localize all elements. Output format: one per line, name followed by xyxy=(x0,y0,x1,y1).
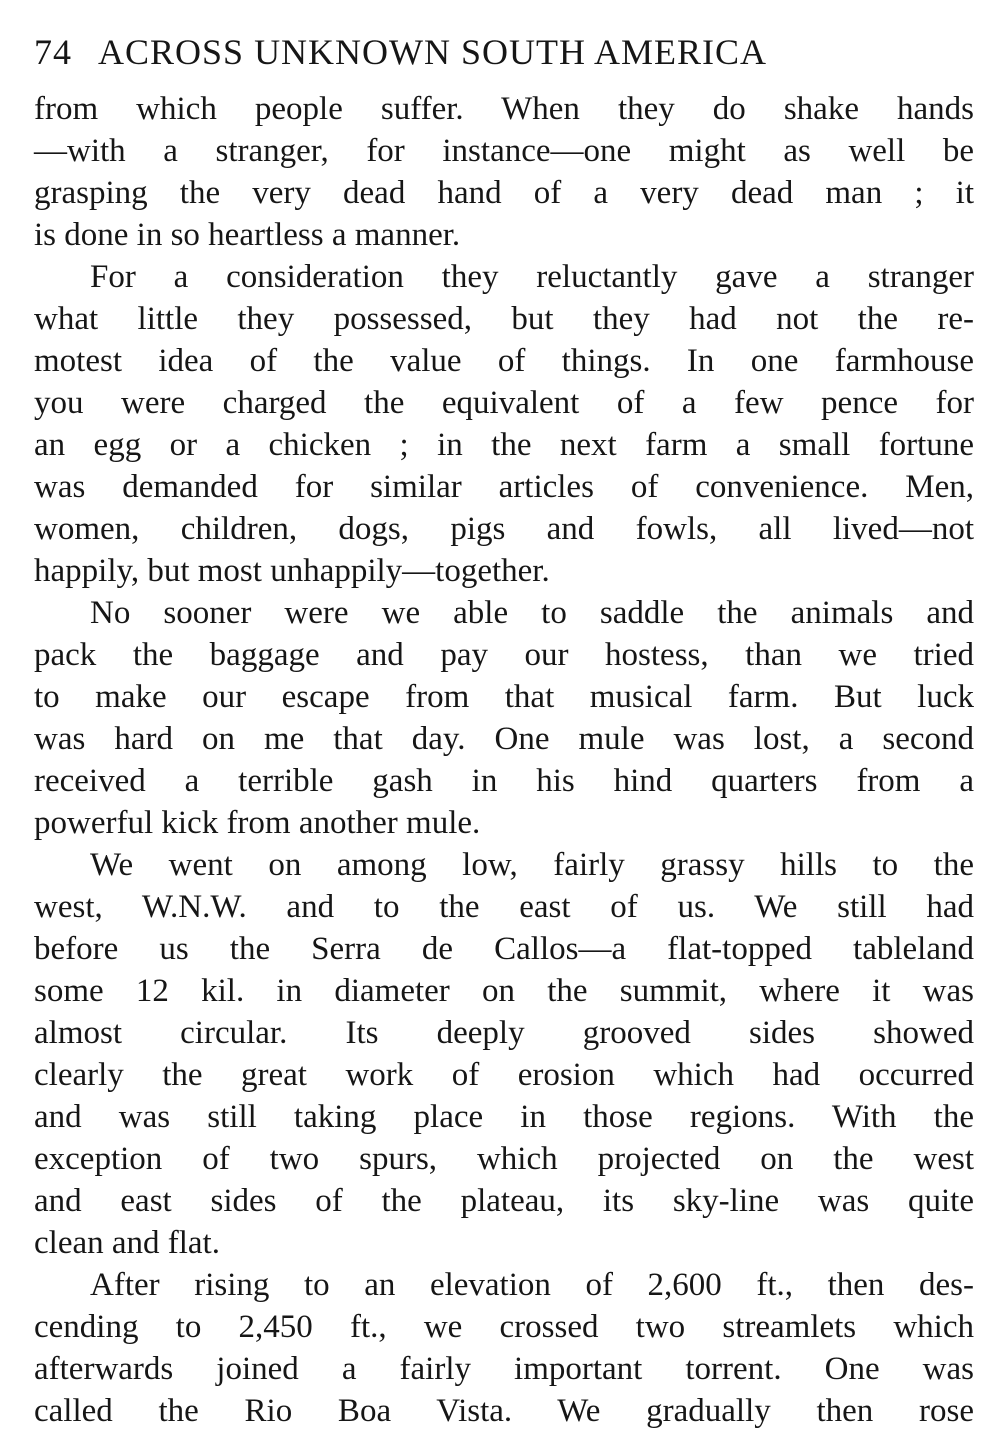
text-line: and east sides of the plateau, its sky-line was quite xyxy=(34,1183,974,1219)
text-line: was demanded for similar articles of convenience. Men, xyxy=(34,469,974,505)
text-line: powerful kick from another mule. xyxy=(34,805,481,841)
running-head xyxy=(34,30,974,80)
text-line: to make our escape from that musical farm. But luck xyxy=(34,679,974,715)
text-line: clean and flat. xyxy=(34,1225,220,1261)
text-line: happily, but most unhappily—together. xyxy=(34,553,550,589)
running-title: ACROSS UNKNOWN SOUTH AMERICA xyxy=(98,32,768,72)
text-line: some 12 kil. in diameter on the summit, where it was xyxy=(34,973,974,1009)
text-line: pack the baggage and pay our hostess, than we tried xyxy=(34,637,974,673)
paragraph xyxy=(34,592,974,844)
text-line: an egg or a chicken ; in the next farm a small fortune xyxy=(34,427,974,463)
text-line: from which people suffer. When they do shake hands xyxy=(34,91,974,127)
text-line: afterwards joined a fairly important torrent. One was xyxy=(34,1351,974,1387)
text-line: clearly the great work of erosion which had occurred xyxy=(34,1057,974,1093)
text-line: exception of two spurs, which projected on the west xyxy=(34,1141,974,1177)
paragraph xyxy=(34,844,974,1264)
paragraph xyxy=(34,256,974,592)
text-line: women, children, dogs, pigs and fowls, all lived—not xyxy=(34,511,974,547)
book-page xyxy=(34,30,974,1432)
text-line: No sooner were we able to saddle the animals and xyxy=(90,595,974,631)
text-line: —with a stranger, for instance—one might as well be xyxy=(34,133,974,169)
body-text xyxy=(34,88,974,1432)
text-line: motest idea of the value of things. In one farmhouse xyxy=(34,343,974,379)
text-line: For a consideration they reluctantly gave a stranger xyxy=(90,259,974,295)
text-line: After rising to an elevation of 2,600 ft., then des- xyxy=(90,1267,974,1303)
paragraph xyxy=(34,88,974,256)
text-line: what little they possessed, but they had not the re- xyxy=(34,301,974,337)
text-line: before us the Serra de Callos—a flat-topped tableland xyxy=(34,931,974,967)
page-number: 74 xyxy=(34,32,72,72)
text-line: was hard on me that day. One mule was lost, a second xyxy=(34,721,974,757)
text-line: received a terrible gash in his hind quarters from a xyxy=(34,763,974,799)
text-line: and was still taking place in those regions. With the xyxy=(34,1099,974,1135)
text-line: called the Rio Boa Vista. We gradually then rose xyxy=(34,1393,974,1429)
text-line: almost circular. Its deeply grooved sides showed xyxy=(34,1015,974,1051)
paragraph xyxy=(34,1264,974,1432)
text-line: west, W.N.W. and to the east of us. We still had xyxy=(34,889,974,925)
text-line: grasping the very dead hand of a very dead man ; it xyxy=(34,175,974,211)
text-line: cending to 2,450 ft., we crossed two streamlets which xyxy=(34,1309,974,1345)
text-line: is done in so heartless a manner. xyxy=(34,217,461,253)
text-line: you were charged the equivalent of a few pence for xyxy=(34,385,974,421)
text-line: We went on among low, fairly grassy hills to the xyxy=(90,847,974,883)
